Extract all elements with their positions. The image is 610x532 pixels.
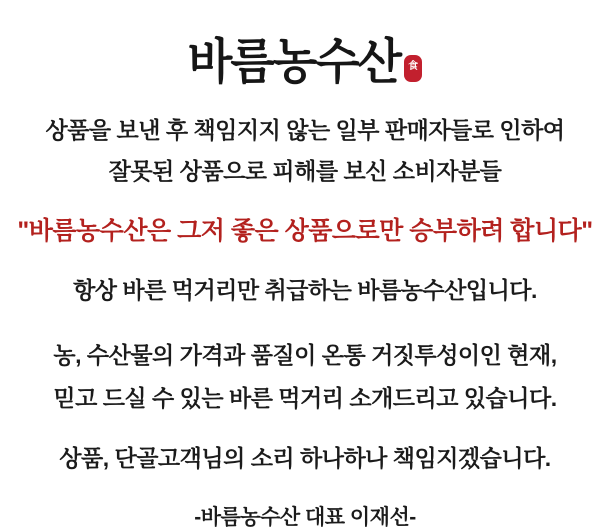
body-line-1: 항상 바른 먹거리만 취급하는 바름농수산입니다. — [73, 277, 537, 303]
body-paragraph — [53, 334, 556, 420]
intro-line-2: 잘못된 상품으로 피해를 보신 소비자분들 — [108, 158, 502, 184]
intro-line-1: 상품을 보낸 후 책임지지 않는 일부 판매자들로 인하여 — [45, 117, 565, 143]
red-slogan-line: "바름농수산은 그저 좋은 상품으로만 승부하려 합니다" — [17, 217, 593, 245]
body-line-2: 농, 수산물의 가격과 품질이 온통 거짓투성이인 현재, — [53, 342, 557, 368]
ceo-signature-line: -바름농수산 대표 이재선- — [194, 506, 416, 529]
body-line-3: 믿고 드실 수 있는 바른 먹거리 소개드리고 있습니다. — [53, 385, 557, 411]
intro-paragraph — [45, 110, 564, 192]
brand-logo — [187, 26, 422, 89]
red-seal-stamp-icon — [404, 55, 422, 82]
brand-logo-text: 바름농수산 — [187, 33, 401, 89]
seal-glyph: 食 — [408, 60, 419, 72]
body-line-4: 상품, 단골고객님의 소리 하나하나 책임지겠습니다. — [59, 445, 551, 471]
